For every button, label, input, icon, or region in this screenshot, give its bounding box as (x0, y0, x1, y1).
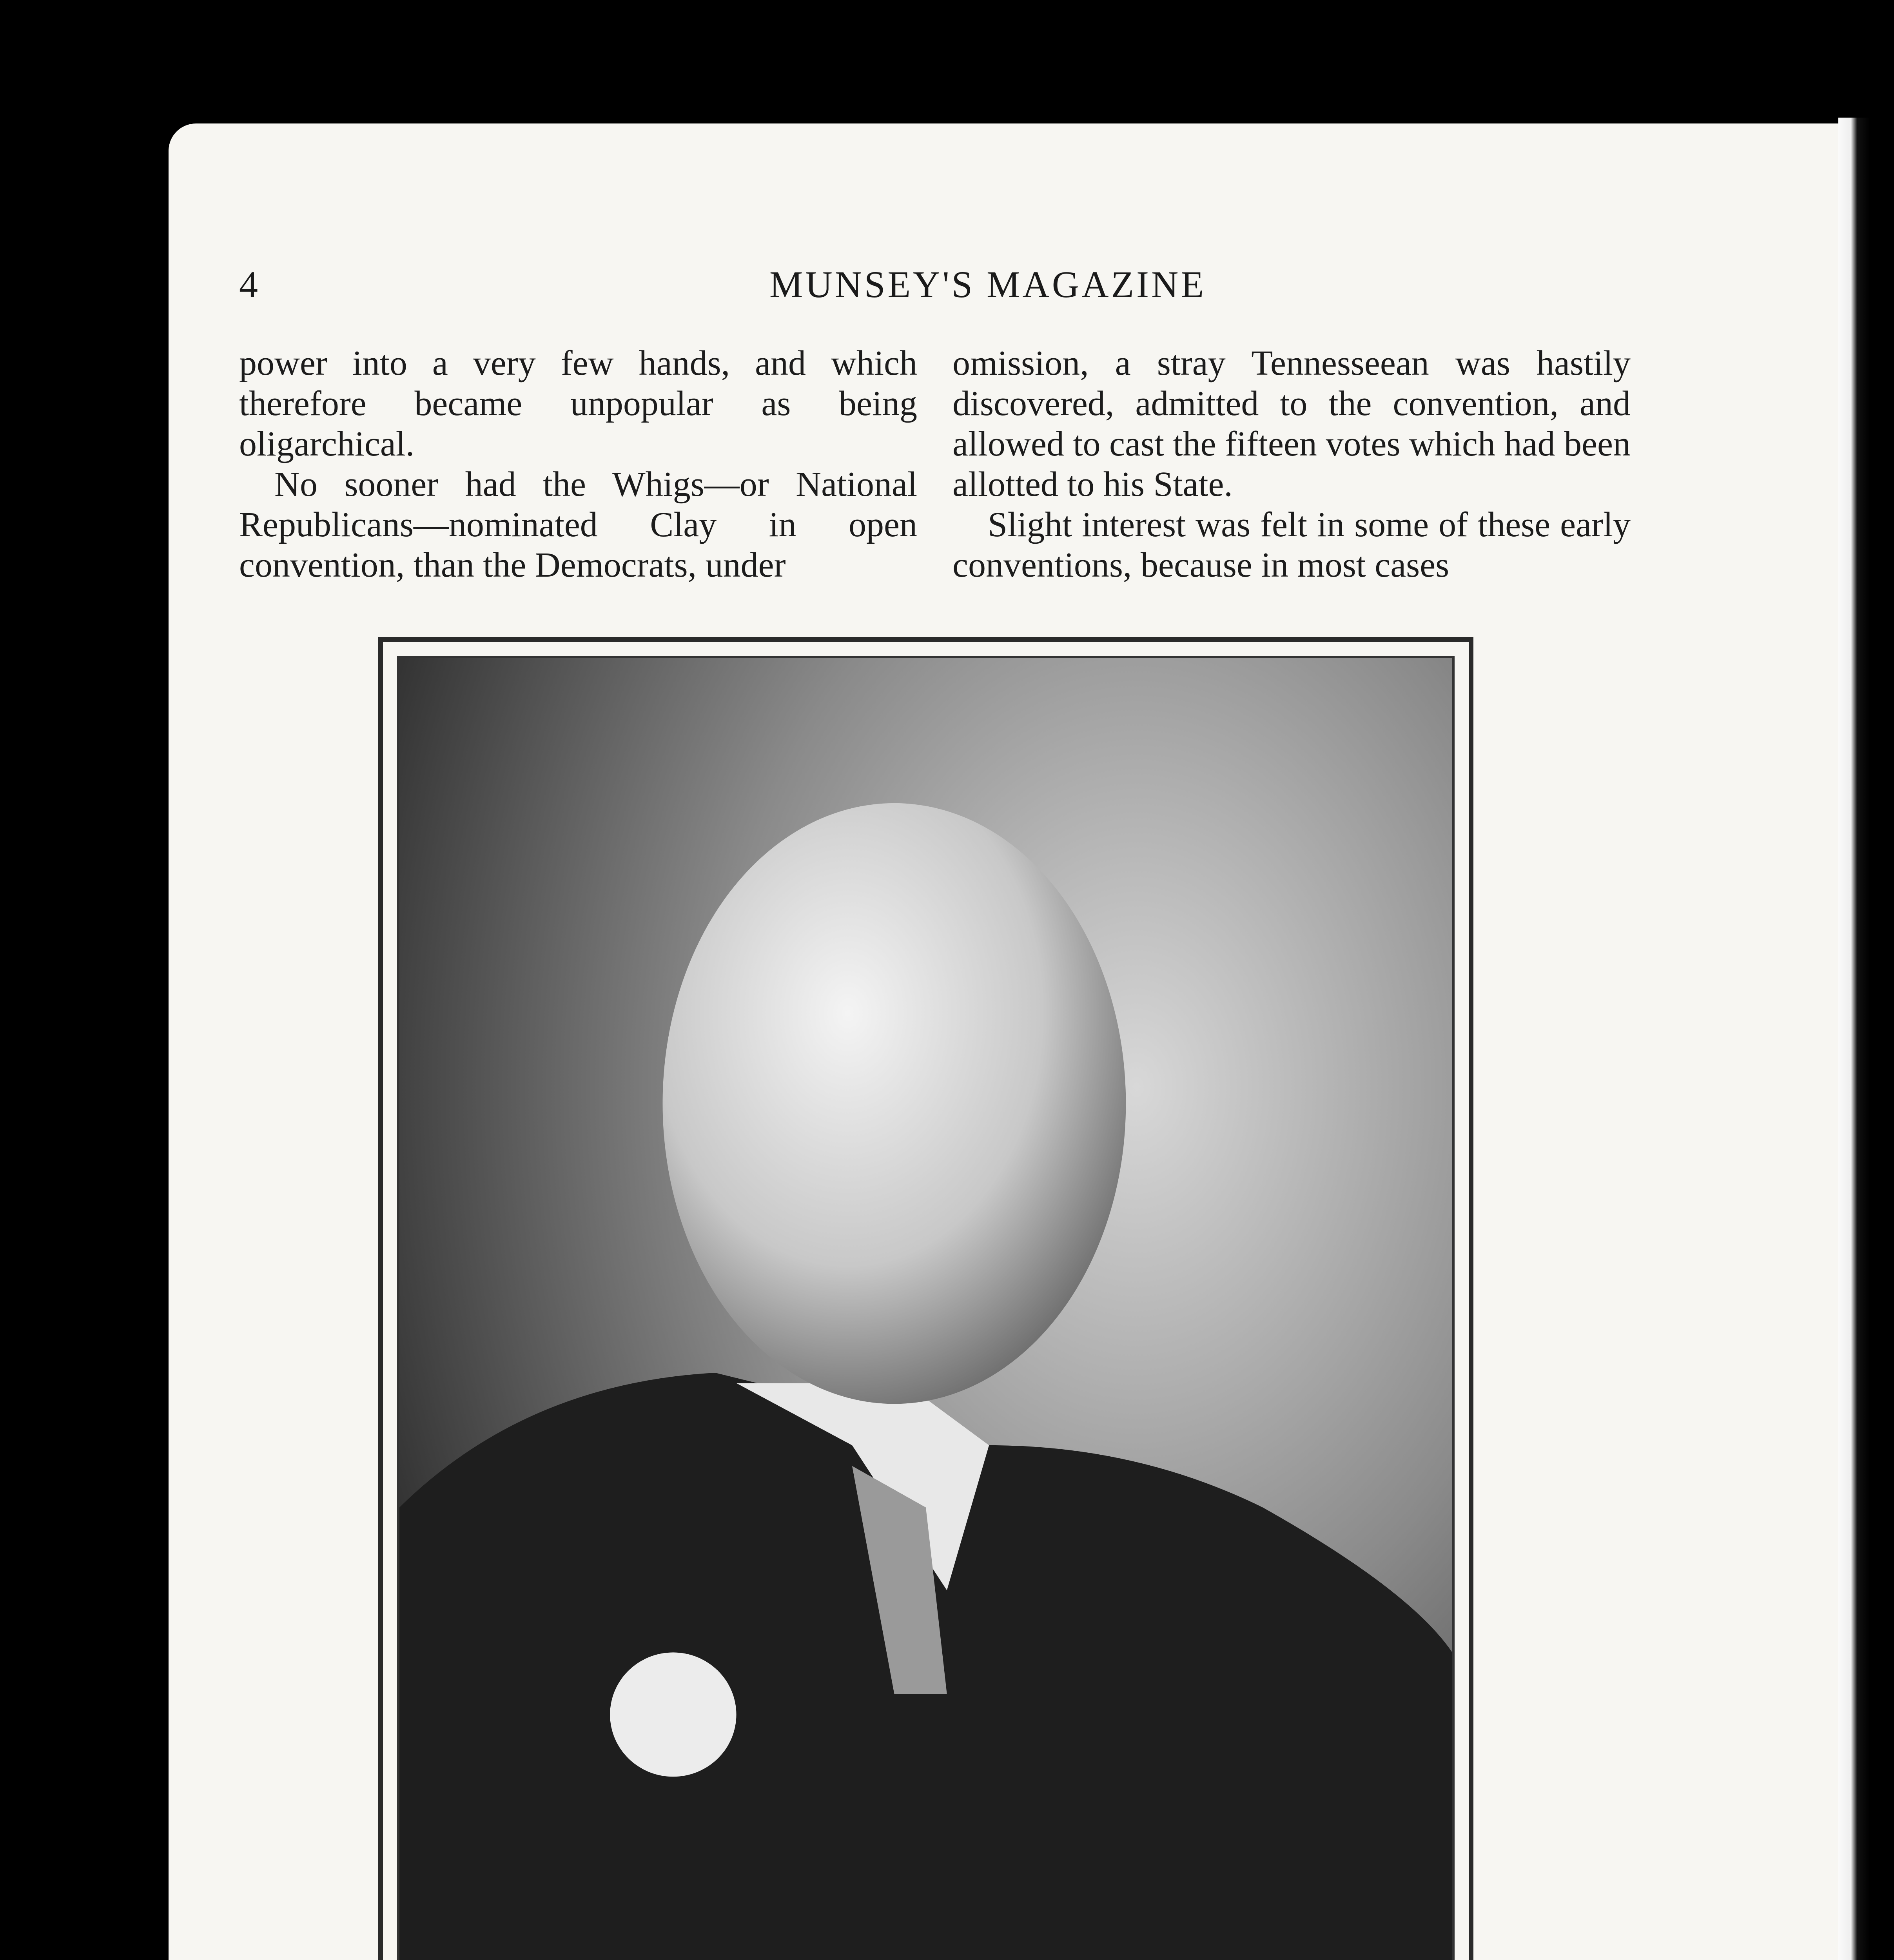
portrait-photo (397, 656, 1455, 1960)
portrait-frame (378, 637, 1473, 1960)
portrait-image (399, 658, 1452, 1960)
paragraph: Slight interest was felt in some of these early conventions, because in most cases (952, 505, 1631, 584)
page-header (239, 263, 1736, 318)
paragraph: power into a very few hands, and which therefore became unpopular as being oligarchical. (239, 344, 917, 463)
page-number: 4 (239, 263, 259, 305)
paragraph: omission, a stray Tennesseean was hastily discovered, admitted to the convention, and allowed to cast the fifteen votes which had been allotted to his State. (952, 344, 1631, 504)
magazine-page (169, 123, 1838, 1960)
book-spine (1838, 118, 1870, 1960)
top-left-column (239, 343, 917, 585)
paragraph: No sooner had the Whigs—or National Republicans—nominated Clay in open convention, than the Democrats, under (239, 465, 917, 584)
running-title: MUNSEY'S MAGAZINE (769, 263, 1206, 305)
top-right-column (952, 343, 1631, 585)
